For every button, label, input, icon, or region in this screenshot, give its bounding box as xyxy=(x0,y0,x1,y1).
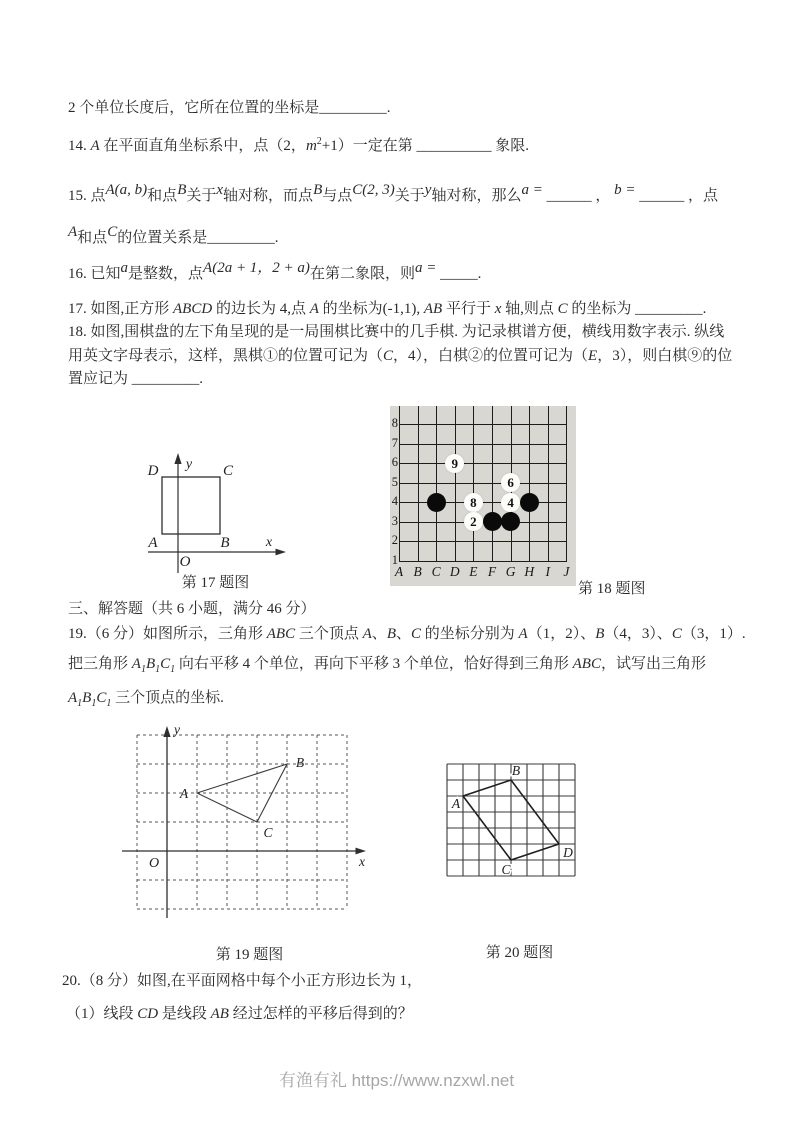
math-fragment: A(2a + 1，2 + a) xyxy=(203,260,310,276)
math-fragment: y xyxy=(424,182,432,198)
go-stone-white-8 xyxy=(464,493,483,512)
math-fragment: ABC xyxy=(266,626,296,642)
math-fragment: A xyxy=(362,626,372,642)
text-fragment: 在平面直角坐标系中，点（2， xyxy=(99,138,306,154)
stone-move-number: 8 xyxy=(470,494,477,510)
text-fragment: 轴,则点 xyxy=(501,301,558,317)
board-column-label: H xyxy=(524,564,535,579)
vertex-label-b: B xyxy=(295,755,305,770)
math-fragment: 1 xyxy=(155,664,161,675)
text-fragment: 三个顶点 xyxy=(295,626,363,642)
fig20-caption: 第 20 题图 xyxy=(485,945,554,961)
text-fragment: 的边长为 4,点 xyxy=(212,301,310,317)
math-fragment: E xyxy=(588,347,598,364)
text-fragment: （1，2）、 xyxy=(527,626,596,642)
dashed-grid xyxy=(137,735,347,909)
math-fragment: A xyxy=(518,626,528,642)
board-column-label: G xyxy=(505,564,516,579)
fig18-caption: 第 18 题图 xyxy=(578,581,646,597)
footer-watermark: 有渔有礼 https://www.nzxwl.net xyxy=(278,1071,515,1090)
math-fragment: C xyxy=(96,690,107,706)
math-fragment: ABC xyxy=(572,656,601,672)
y-axis-arrow-icon xyxy=(174,453,181,464)
text-fragment: ，3），则白棋⑨的位置应记为 _________. xyxy=(68,347,733,387)
board-gridline-horizontal xyxy=(399,502,567,503)
math-fragment: 1 xyxy=(91,698,97,709)
math-fragment: B xyxy=(595,626,605,642)
go-stone-black xyxy=(501,512,520,531)
text-fragment: ，试写出三角形 xyxy=(600,656,706,672)
board-row-label: 2 xyxy=(391,533,398,547)
board-gridline-vertical xyxy=(399,406,400,561)
x-axis-label: x xyxy=(265,535,273,550)
text-fragment: 轴对称，而点 xyxy=(223,188,314,204)
text-fragment: 关于 xyxy=(186,188,217,204)
math-fragment: a xyxy=(120,260,129,276)
fig19-triangle-grid xyxy=(110,722,385,927)
math-fragment: x xyxy=(216,182,224,198)
board-row-label: 3 xyxy=(391,513,398,528)
text-fragment: 的坐标为 _________. xyxy=(567,301,707,317)
board-gridline-vertical xyxy=(566,406,567,561)
math-fragment: m xyxy=(305,138,317,154)
text-fragment: ______ ， xyxy=(542,188,615,204)
board-column-label: J xyxy=(563,564,570,579)
text-fragment: 的坐标分别为 xyxy=(421,626,519,642)
text-fragment: 16. 已知 xyxy=(68,266,121,282)
board-gridline-vertical xyxy=(548,406,549,561)
go-board xyxy=(390,406,576,586)
board-gridline-vertical xyxy=(529,406,530,561)
board-gridline-vertical xyxy=(473,406,474,561)
text-fragment: 和点 xyxy=(77,230,108,246)
go-stone-white-9 xyxy=(445,454,464,473)
math-fragment: AB xyxy=(423,301,443,317)
text-fragment: 14. xyxy=(68,138,91,154)
board-gridline-vertical xyxy=(436,406,437,561)
point-label-c: C xyxy=(501,862,511,877)
text-fragment: 平行于 xyxy=(442,301,495,317)
q13-tail-line xyxy=(68,96,391,117)
stone-move-number: 2 xyxy=(470,514,477,529)
text-fragment: 20.（8 分）如图,在平面网格中每个小正方形边长为 1， xyxy=(62,973,423,989)
text-fragment: （4，3）、 xyxy=(604,626,672,642)
vertex-label-d: D xyxy=(147,463,159,479)
stone-move-number: 9 xyxy=(451,455,459,471)
board-column-label: A xyxy=(394,564,404,579)
board-row-label: 8 xyxy=(391,416,398,430)
text-fragment: 关于 xyxy=(394,188,425,204)
go-stone-white-6 xyxy=(501,473,520,492)
math-fragment: C xyxy=(671,626,682,642)
text-fragment: 17. 如图,正方形 xyxy=(68,301,174,317)
fig20-segment-grid xyxy=(443,758,588,898)
q18-block xyxy=(68,321,736,392)
math-fragment: C xyxy=(383,347,394,364)
go-stone-white-4 xyxy=(501,493,520,512)
q15-line-1 xyxy=(68,184,718,205)
point-label-b: B xyxy=(511,763,521,778)
text-fragment: 向右平移 4 个单位，再向下平移 3 个单位，恰好得到三角形 xyxy=(175,656,573,672)
board-row-label: 5 xyxy=(391,474,398,489)
math-fragment: a = xyxy=(521,182,543,198)
text-fragment: 经过怎样的平移后得到的？ xyxy=(228,1006,413,1022)
fig19-caption: 第 19 题图 xyxy=(215,947,284,963)
math-fragment: C xyxy=(107,224,118,240)
q15-line-2 xyxy=(68,226,278,247)
text-fragment: ，4），白棋②的位置可记为（ xyxy=(393,347,589,364)
y-axis-label: y xyxy=(185,457,193,472)
board-gridline-horizontal xyxy=(399,561,567,562)
math-fragment: a = xyxy=(414,260,437,276)
math-fragment: ABCD xyxy=(173,301,213,317)
text-fragment: 三个顶点的坐标. xyxy=(111,690,224,706)
text-fragment: 2 xyxy=(316,136,322,147)
text-fragment: 18. 如图,围棋盘的左下角呈现的是一局围棋比赛中的几手棋. 为记录棋谱方便，横线用数字表示. 纵线用英文字母表示，这样，黑棋①的位置可记为（ xyxy=(68,324,725,364)
math-fragment: CD xyxy=(137,1006,159,1022)
math-fragment: A(a, b) xyxy=(105,182,148,198)
vertex-label-a: A xyxy=(179,786,189,801)
math-fragment: B xyxy=(145,656,156,672)
square-abcd xyxy=(162,477,220,534)
board-gridline-horizontal xyxy=(399,483,567,484)
go-stone-black xyxy=(427,493,446,512)
text-fragment: _____. xyxy=(436,266,482,282)
math-fragment: 1 xyxy=(140,664,146,675)
board-column-label: E xyxy=(469,564,478,579)
q19-line-2 xyxy=(68,650,740,718)
x-axis-arrow-icon xyxy=(276,549,287,556)
q20-line xyxy=(62,969,422,990)
board-row-label: 1 xyxy=(391,552,398,567)
go-stone-black xyxy=(483,512,502,531)
text-fragment: 19.（6 分）如图所示，三角形 xyxy=(68,626,267,642)
origin-label: O xyxy=(179,554,191,570)
math-fragment: A xyxy=(68,224,78,240)
text-fragment: 和点 xyxy=(147,188,178,204)
segment-ab xyxy=(463,780,511,796)
text-fragment: +1）一定在第 __________ 象限. xyxy=(321,138,529,154)
math-fragment: A xyxy=(309,301,319,317)
board-gridline-vertical xyxy=(492,406,493,561)
text-fragment: 是线段 xyxy=(158,1006,211,1022)
board-gridline-vertical xyxy=(418,406,419,561)
math-fragment: A xyxy=(131,656,141,672)
go-stone-white-2 xyxy=(464,512,483,531)
section3-heading: 三、解答题（共 6 小题，满分 46 分） xyxy=(68,601,316,617)
math-fragment: C(2, 3) xyxy=(352,182,395,198)
y-axis-arrow-icon xyxy=(163,726,170,737)
board-gridline-horizontal xyxy=(399,463,567,464)
point-label-d: D xyxy=(563,845,573,860)
math-fragment: C xyxy=(160,656,171,672)
math-fragment: b = xyxy=(614,182,636,198)
point-label-a: A xyxy=(451,796,461,811)
math-fragment: A xyxy=(90,138,100,154)
math-fragment: B xyxy=(177,182,187,198)
q16-line xyxy=(68,262,481,283)
math-fragment: x xyxy=(494,301,502,317)
board-column-label: D xyxy=(449,564,460,579)
text-fragment: 在第二象限，则 xyxy=(309,266,415,282)
board-row-label: 7 xyxy=(391,435,398,450)
math-fragment: B xyxy=(313,182,323,198)
origin-label: O xyxy=(148,856,160,871)
text-fragment: 的坐标为(-1,1), xyxy=(318,301,424,317)
q20-1-line xyxy=(66,1002,413,1023)
text-fragment: 2 个单位长度后，它所在位置的坐标是_________. xyxy=(68,100,391,116)
vertex-label-b: B xyxy=(220,535,230,551)
math-fragment: 1 xyxy=(77,698,83,709)
board-column-label: I xyxy=(545,564,551,579)
text-fragment: （3，1）. xyxy=(681,626,746,642)
board-column-label: C xyxy=(431,564,441,579)
text-fragment: ______ ，点 xyxy=(635,188,718,204)
y-axis-label: y xyxy=(174,722,180,737)
board-gridline-horizontal xyxy=(399,444,567,445)
math-fragment: B xyxy=(82,690,92,706)
go-stone-black xyxy=(520,493,539,512)
text-fragment: 与点 xyxy=(322,188,353,204)
board-row-label: 6 xyxy=(391,455,398,469)
segment-cd xyxy=(511,844,559,860)
math-fragment: C xyxy=(411,626,422,642)
math-fragment: 1 xyxy=(170,664,176,675)
board-column-label: F xyxy=(487,564,497,579)
text-fragment: 的位置关系是_________. xyxy=(117,230,279,246)
q14-line xyxy=(68,134,529,155)
text-fragment: 把三角形 xyxy=(68,656,132,672)
fig17-square-diagram xyxy=(138,448,303,583)
board-gridline-vertical xyxy=(455,406,456,561)
board-gridline-horizontal xyxy=(399,424,567,425)
q19-line-1 xyxy=(68,622,746,643)
board-column-label: B xyxy=(413,564,422,579)
text-fragment: 、 xyxy=(371,626,387,642)
x-axis-label: x xyxy=(359,854,365,869)
text-fragment: 15. 点 xyxy=(68,188,106,204)
math-fragment: C xyxy=(557,301,568,317)
q17-line xyxy=(68,297,706,318)
board-row-label: 4 xyxy=(391,494,398,508)
stone-move-number: 6 xyxy=(507,475,514,490)
stone-move-number: 4 xyxy=(507,494,514,510)
vertex-label-c: C xyxy=(222,463,234,479)
vertex-label-c: C xyxy=(263,825,273,840)
fig17-caption: 第 17 题图 xyxy=(181,575,250,591)
math-fragment: B xyxy=(386,626,396,642)
board-gridline-horizontal xyxy=(399,541,567,542)
math-fragment: AB xyxy=(210,1006,229,1022)
vertex-label-a: A xyxy=(148,535,158,551)
math-fragment: A xyxy=(68,690,78,706)
text-fragment: （1）线段 xyxy=(66,1006,138,1022)
text-fragment: 是整数，点 xyxy=(128,266,204,282)
text-fragment: 轴对称，那么 xyxy=(431,188,522,204)
text-fragment: 、 xyxy=(395,626,411,642)
math-fragment: 1 xyxy=(106,698,112,709)
